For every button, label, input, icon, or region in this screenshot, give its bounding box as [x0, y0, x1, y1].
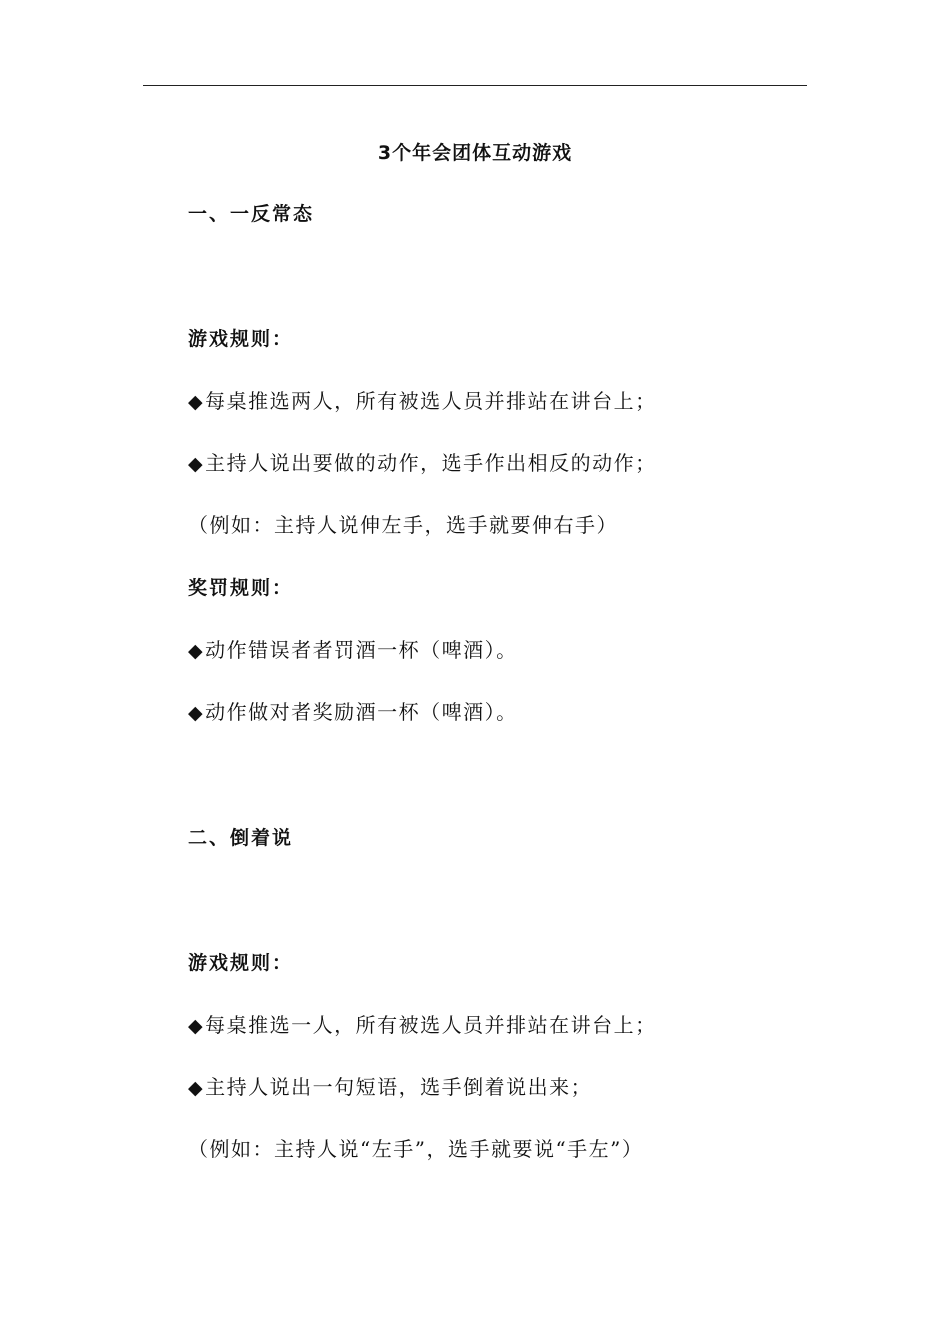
section-1-heading: 一、一反常态: [188, 203, 315, 225]
document-title: 3个年会团体互动游戏: [377, 142, 573, 164]
section-2-rules-label: 游戏规则：: [188, 952, 294, 974]
reward-text: 动作错误者者罚酒一杯（啤酒）。: [205, 638, 518, 662]
rule-text: 每桌推选一人，所有被选人员并排站在讲台上；: [205, 1013, 657, 1037]
rule-text: 每桌推选两人，所有被选人员并排站在讲台上；: [205, 389, 657, 413]
section-1-rule-1: [188, 387, 657, 416]
section-2-rule-1: [188, 1011, 657, 1040]
diamond-bullet-icon: ◆: [188, 702, 205, 724]
diamond-bullet-icon: ◆: [188, 1077, 205, 1099]
rule-text: 主持人说出一句短语，选手倒着说出来；: [205, 1075, 593, 1099]
section-1-rules-label: 游戏规则：: [188, 328, 294, 350]
diamond-bullet-icon: ◆: [188, 391, 205, 413]
section-1-example: （例如：主持人说伸左手，选手就要伸右手）: [188, 513, 618, 537]
section-2-example: （例如：主持人说“左手”，选手就要说“手左”）: [188, 1137, 644, 1161]
header-rule: [143, 85, 807, 86]
section-1-reward-1: [188, 636, 518, 665]
rule-text: 主持人说出要做的动作，选手作出相反的动作；: [205, 451, 657, 475]
diamond-bullet-icon: ◆: [188, 640, 205, 662]
section-1-rule-2: [188, 449, 657, 478]
diamond-bullet-icon: ◆: [188, 453, 205, 475]
section-1-rewards-label: 奖罚规则：: [188, 577, 294, 599]
section-2-rule-2: [188, 1073, 592, 1102]
section-1-reward-2: [188, 698, 518, 727]
section-2-heading: 二、倒着说: [188, 827, 294, 849]
reward-text: 动作做对者奖励酒一杯（啤酒）。: [205, 700, 518, 724]
diamond-bullet-icon: ◆: [188, 1015, 205, 1037]
